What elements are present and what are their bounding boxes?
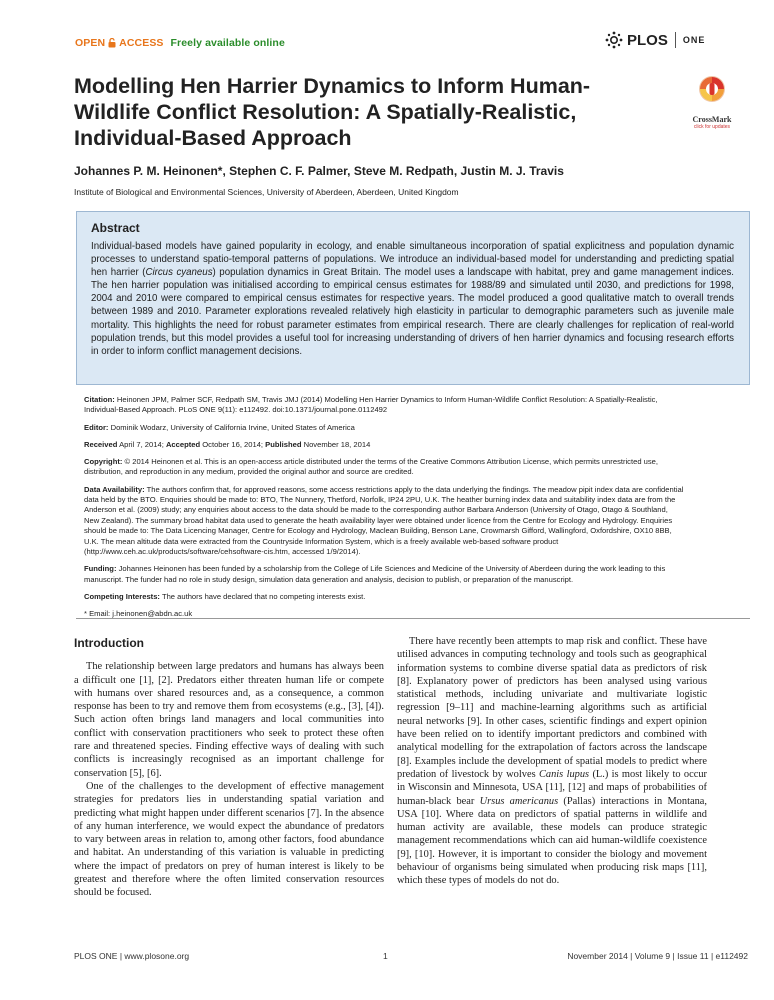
crossmark-icon: [697, 74, 727, 108]
body-column-right: [397, 635, 707, 888]
crossmark-sub-label: click for updates: [693, 124, 731, 130]
competing-interests: Competing Interests: The authors have declared that no competing interests exist.: [84, 591, 366, 601]
section-divider: [76, 618, 750, 619]
abstract-box: [76, 211, 750, 385]
species-name: Ursus americanus: [479, 795, 559, 807]
introduction-heading: Introduction: [74, 636, 144, 650]
footer-journal[interactable]: PLOS ONE | www.plosone.org: [74, 951, 190, 961]
page-number: 1: [383, 951, 388, 961]
body-column-left: [74, 637, 384, 900]
citation: Citation: Heinonen JPM, Palmer SCF, Redpath SM, Travis JMJ (2014) Modelling Hen Harrier Dynamics to Inform Human-Wildlife Conflict Resolution: A Spatially-Realistic, Individual-Based Approach. PLoS ONE 9(11): e112492. doi:10.1371/journal.pone.0112492: [84, 395, 658, 415]
crossmark-label: CrossMark: [692, 115, 732, 124]
editor: Editor: Dominik Wodarz, University of California Irvine, United States of America: [84, 422, 355, 432]
paragraph: The relationship between large predators and humans has always been a difficult one [1], [2]. Predators either threaten human life or compete with humans over shared resources and, as a consequence, a common response has been to try and remove them from ecosystems (e.g., [3], [4]). Such action often brings land managers and local communities into conflict with conservation practitioners who seek to protect these often rare and threatened species. Finding effective ways of dealing with such conflicts is increasingly recognised as an important challenge for conservation [5], [6].: [74, 661, 384, 779]
data-availability: Data Availability: The authors confirm that, for approved reasons, some access restrictions apply to the data underlying the findings. The meadow pipit index data are confidential data held by the BTO. Enquiries should be made to: BTO, The Nunnery, Thetford, Norfolk, IP24 2PU, U.K. The heather burning index data and suitability index data are from the Anderson et al. (2009) study; any enquiries about access to the data should be made to the corresponding author Barbara Anderson (University of Otago, Otago & Southland, New Zealand). The summary broad habitat data used to generate the heath availability layer were obtained under licence from the Centre for Ecology and Hydrology. Enquiries should be made to: The Data Licencing Manager, Centre for Ecology and Hydrology, Maclean Building, Benson Lane, Crowmarsh Gifford, Wallingford, Oxfordshire, OX10 8BB, U.K. The mean altitude data were extracted from the Countryside Information System, which is a freely available web-based software product (http://www.ceh.ac.uk/products/software/cehsoftware-cis.htm, accessed 1/9/2014).: [84, 484, 684, 557]
species-name: Circus cyaneus: [145, 267, 213, 279]
article-metadata: [84, 395, 684, 626]
affiliation: Institute of Biological and Environmental Sciences, University of Aberdeen, Aberdeen, United Kingdom: [74, 187, 459, 197]
abstract-text: Individual-based models have gained popularity in ecology, and enable simultaneous incorporation of spatial explicitness and population dynamic processes to understand spatio-temporal patterns of populations. We introduce an individual-based model for understanding and predicting spatial hen harrier (Circus cyaneus) population dynamics in Great Britain. The model uses a landscape with habitat, prey and game management indices. The hen harrier population was initialised according to empirical census estimates for 1988/89 and simulated until 2030, and predictions for 1998, 2004 and 2010 were compared to empirical census estimates for respective years. The model produced a good qualitative match to overall trends between 1989 and 2010. Parameter explorations revealed relatively high elasticity in particular to demographic parameters such as juvenile male mortality. This highlights the need for robust parameter estimates from empirical research. There are clearly challenges for replication of real-world population trends, but this model provides a useful tool for increasing understanding of drivers of hen harrier dynamics and focusing research efforts in order to inform conflict management decisions.: [91, 241, 734, 357]
open-access-banner: [75, 37, 285, 49]
dates: Received April 7, 2014; Accepted October 16, 2014; Published November 18, 2014: [84, 439, 371, 449]
copyright: Copyright: © 2014 Heinonen et al. This is an open-access article distributed under the terms of the Creative Commons Attribution License, which permits unrestricted use, distribution, and reproduction in any medium, provided the original author and source are credited.: [84, 457, 659, 477]
open-lock-icon: [108, 38, 116, 48]
abstract-heading: Abstract: [91, 221, 140, 235]
author-list: Johannes P. M. Heinonen*, Stephen C. F. Palmer, Steve M. Redpath, Justin M. J. Travis: [74, 164, 564, 178]
plos-one-logo[interactable]: [604, 30, 705, 50]
funding: Funding: Johannes Heinonen has been funded by a scholarship from the College of Life Sciences and Medicine of the University of Aberdeen during the work leading to this manuscript. The funder had no role in study design, simulation data generation and analysis, decision to publish, or preparation of the manuscript.: [84, 564, 666, 584]
paragraph: There have recently been attempts to map risk and conflict. These have utilised advances in computing technology and tools such as geographical information systems to combine diverse spatial data as predictors of risk [8]. Explanatory power of predictors has been analysed using various statistical methods, including univariate and multivariate logistic regression [9–11] and machine-learning algorithms such as artificial neural networks [9]. In other cases, scientific findings and expert opinion have been relied on to identify important predictors and combined with analytical modelling for the extrapolation of factors across the landscape [8]. Examples include the development of spatial models to predict where predation of livestock by wolves Canis lupus (L.) is most likely to occur in Wisconsin and Minnesota, USA [11], [12] and maps of probabilities of human-black bear Ursus americanus (Pallas) interactions in Montana, USA [10]. Where data on predictors of spatial patterns in wildlife and human activity are available, these models can produce strategic management recommendations which can aid human-wildlife coexistence [9], [10]. However, it is important to consider the biology and movement behaviour of organisms being simulated when producing risk maps [11], which these types of models do not do.: [397, 636, 707, 887]
article-title: Modelling Hen Harrier Dynamics to Inform Human-Wildlife Conflict Resolution: A Spatially-Realistic, Individual-Based Approach: [74, 74, 591, 150]
plos-mark-icon: [604, 30, 624, 50]
one-wordmark: ONE: [682, 35, 706, 45]
crossmark-badge[interactable]: [686, 74, 738, 130]
access-label: ACCESS: [119, 37, 164, 49]
plos-wordmark: PLOS: [627, 31, 668, 49]
freely-available-label: Freely available online: [170, 37, 285, 49]
footer-issue: November 2014 | Volume 9 | Issue 11 | e112492: [567, 951, 748, 961]
species-name: Canis lupus: [538, 768, 590, 780]
corresponding-email[interactable]: * Email: j.heinonen@abdn.ac.uk: [84, 609, 193, 619]
logo-divider: [675, 32, 676, 48]
paragraph: One of the challenges to the development of effective management strategies for predators lies in understanding spatial variation and predicting what might happen under different scenarios [7]. In the absence of any human interference, we would expect the abundance of predators to vary between areas in relation to, among other factors, food abundance and habitat. An understanding of this variation is valuable in predicting where the impact of predators on prey of human interest is likely to be greatest and therefore where the often limited conservation resources should be focused.: [74, 780, 384, 899]
open-label: OPEN: [75, 37, 106, 49]
